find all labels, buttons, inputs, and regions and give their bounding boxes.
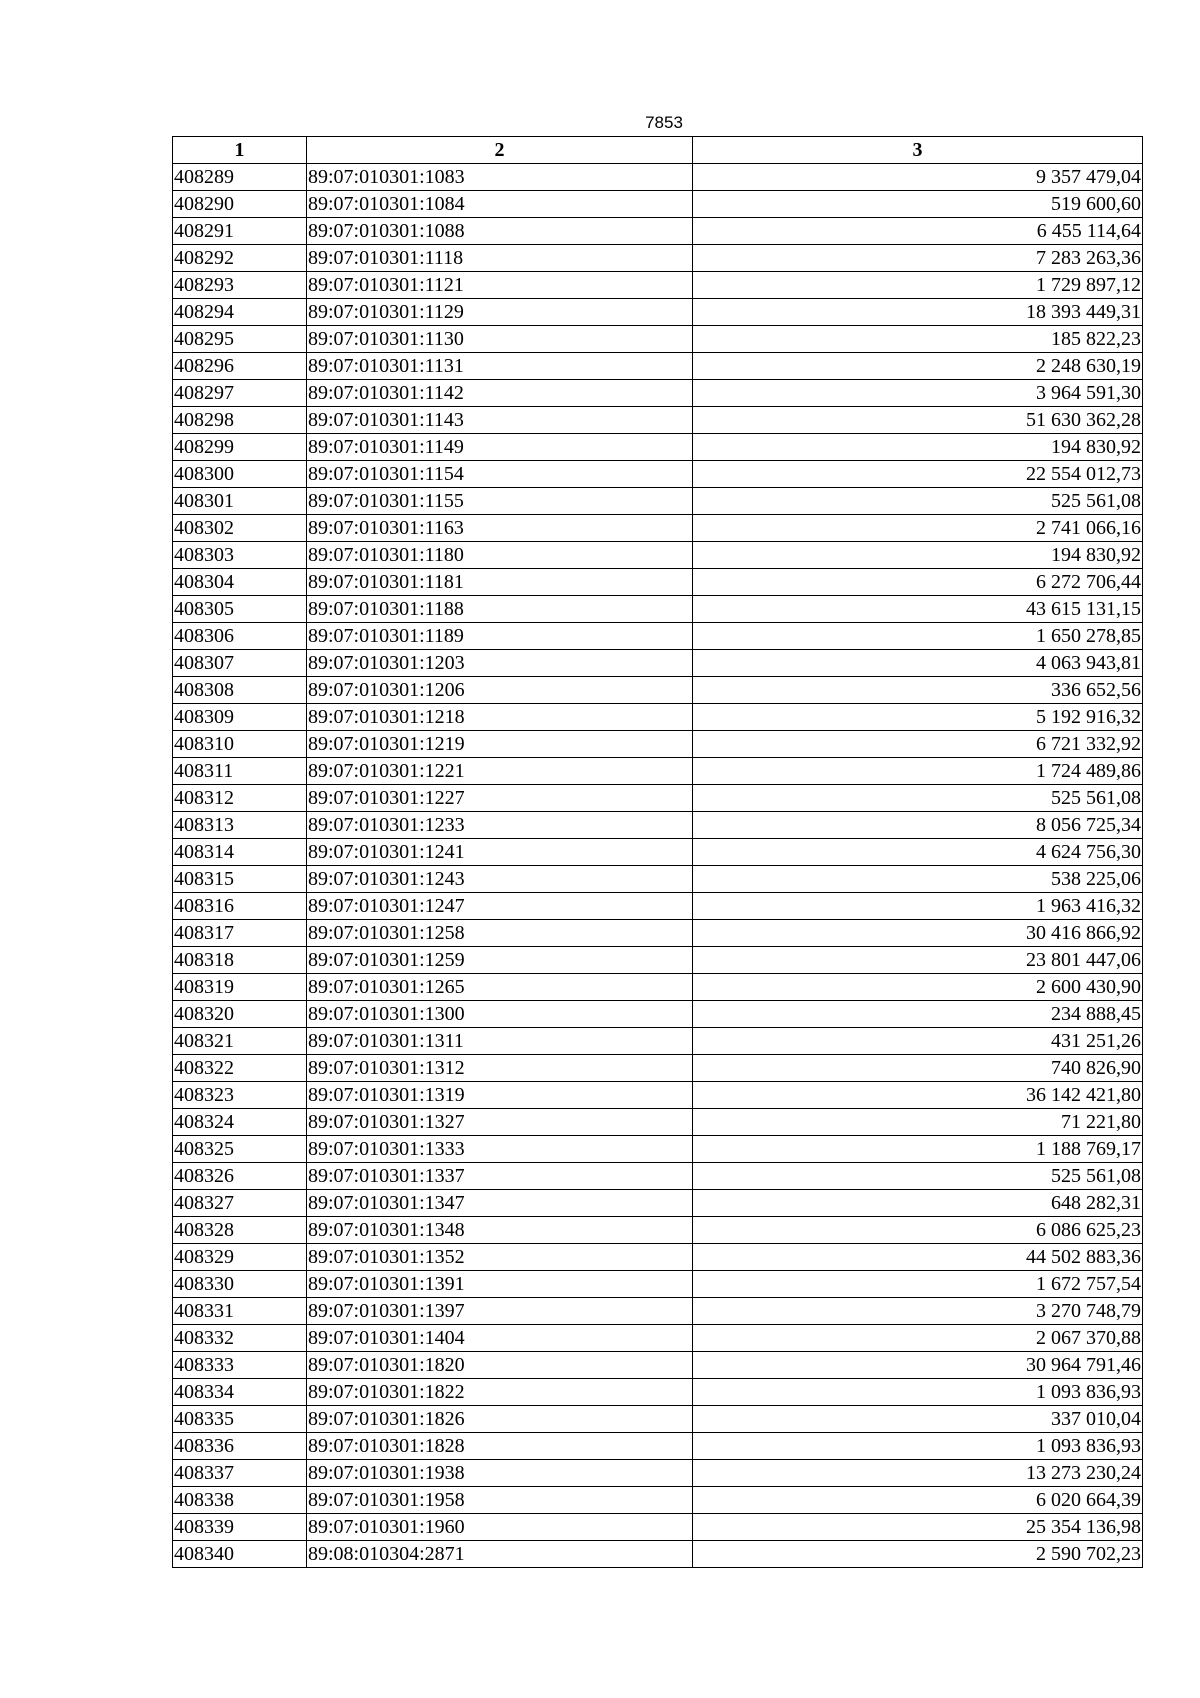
row-number-cell: 408319	[173, 974, 307, 1001]
value-cell: 13 273 230,24	[693, 1460, 1143, 1487]
table-row	[173, 245, 1143, 272]
cadastral-number-cell: 89:07:010301:1259	[307, 947, 693, 974]
row-number-cell: 408312	[173, 785, 307, 812]
header-row	[173, 137, 1143, 164]
value-cell: 30 964 791,46	[693, 1352, 1143, 1379]
table-row	[173, 272, 1143, 299]
row-number-cell: 408310	[173, 731, 307, 758]
value-cell: 6 272 706,44	[693, 569, 1143, 596]
cadastral-number-cell: 89:07:010301:1083	[307, 164, 693, 191]
table-row	[173, 893, 1143, 920]
row-number-cell: 408303	[173, 542, 307, 569]
row-number-cell: 408298	[173, 407, 307, 434]
row-number-cell: 408314	[173, 839, 307, 866]
value-cell: 22 554 012,73	[693, 461, 1143, 488]
value-cell: 36 142 421,80	[693, 1082, 1143, 1109]
table-row	[173, 920, 1143, 947]
value-cell: 30 416 866,92	[693, 920, 1143, 947]
table-row	[173, 1001, 1143, 1028]
cadastral-number-cell: 89:07:010301:1227	[307, 785, 693, 812]
column-header-2: 2	[307, 137, 693, 164]
value-cell: 740 826,90	[693, 1055, 1143, 1082]
row-number-cell: 408309	[173, 704, 307, 731]
row-number-cell: 408330	[173, 1271, 307, 1298]
cadastral-number-cell: 89:07:010301:1312	[307, 1055, 693, 1082]
row-number-cell: 408323	[173, 1082, 307, 1109]
cadastral-number-cell: 89:07:010301:1121	[307, 272, 693, 299]
cadastral-number-cell: 89:07:010301:1319	[307, 1082, 693, 1109]
cadastral-number-cell: 89:07:010301:1337	[307, 1163, 693, 1190]
table-row	[173, 623, 1143, 650]
table-row	[173, 1460, 1143, 1487]
cadastral-number-cell: 89:07:010301:1180	[307, 542, 693, 569]
table-row	[173, 1082, 1143, 1109]
value-cell: 1 093 836,93	[693, 1433, 1143, 1460]
cadastral-number-cell: 89:07:010301:1265	[307, 974, 693, 1001]
cadastral-number-cell: 89:07:010301:1820	[307, 1352, 693, 1379]
cadastral-number-cell: 89:07:010301:1258	[307, 920, 693, 947]
row-number-cell: 408290	[173, 191, 307, 218]
row-number-cell: 408291	[173, 218, 307, 245]
table-row	[173, 299, 1143, 326]
value-cell: 538 225,06	[693, 866, 1143, 893]
table-header	[173, 137, 1143, 164]
cadastral-number-cell: 89:07:010301:1352	[307, 1244, 693, 1271]
row-number-cell: 408339	[173, 1514, 307, 1541]
row-number-cell: 408295	[173, 326, 307, 353]
cadastral-number-cell: 89:07:010301:1221	[307, 758, 693, 785]
cadastral-number-cell: 89:07:010301:1247	[307, 893, 693, 920]
cadastral-number-cell: 89:07:010301:1938	[307, 1460, 693, 1487]
row-number-cell: 408334	[173, 1379, 307, 1406]
cadastral-number-cell: 89:07:010301:1130	[307, 326, 693, 353]
table-body	[173, 164, 1143, 1568]
row-number-cell: 408294	[173, 299, 307, 326]
value-cell: 71 221,80	[693, 1109, 1143, 1136]
row-number-cell: 408326	[173, 1163, 307, 1190]
value-cell: 1 729 897,12	[693, 272, 1143, 299]
cadastral-number-cell: 89:07:010301:1241	[307, 839, 693, 866]
row-number-cell: 408305	[173, 596, 307, 623]
row-number-cell: 408329	[173, 1244, 307, 1271]
value-cell: 525 561,08	[693, 488, 1143, 515]
cadastral-number-cell: 89:07:010301:1084	[307, 191, 693, 218]
table-row	[173, 1379, 1143, 1406]
table-row	[173, 1028, 1143, 1055]
value-cell: 51 630 362,28	[693, 407, 1143, 434]
table-row	[173, 218, 1143, 245]
row-number-cell: 408302	[173, 515, 307, 542]
table-row	[173, 1163, 1143, 1190]
value-cell: 18 393 449,31	[693, 299, 1143, 326]
table-row	[173, 677, 1143, 704]
value-cell: 194 830,92	[693, 542, 1143, 569]
value-cell: 2 600 430,90	[693, 974, 1143, 1001]
value-cell: 6 455 114,64	[693, 218, 1143, 245]
value-cell: 185 822,23	[693, 326, 1143, 353]
row-number-cell: 408301	[173, 488, 307, 515]
cadastral-number-cell: 89:07:010301:1397	[307, 1298, 693, 1325]
table-row	[173, 1487, 1143, 1514]
table-row	[173, 758, 1143, 785]
table-row	[173, 596, 1143, 623]
cadastral-number-cell: 89:07:010301:1155	[307, 488, 693, 515]
row-number-cell: 408296	[173, 353, 307, 380]
value-cell: 525 561,08	[693, 1163, 1143, 1190]
row-number-cell: 408317	[173, 920, 307, 947]
table-row	[173, 434, 1143, 461]
row-number-cell: 408315	[173, 866, 307, 893]
value-cell: 431 251,26	[693, 1028, 1143, 1055]
cadastral-number-cell: 89:07:010301:1243	[307, 866, 693, 893]
table-row	[173, 1352, 1143, 1379]
row-number-cell: 408337	[173, 1460, 307, 1487]
page-number: 7853	[645, 113, 683, 132]
table-row	[173, 1109, 1143, 1136]
value-cell: 7 283 263,36	[693, 245, 1143, 272]
cadastral-number-cell: 89:07:010301:1233	[307, 812, 693, 839]
cadastral-number-cell: 89:07:010301:1826	[307, 1406, 693, 1433]
cadastral-number-cell: 89:07:010301:1206	[307, 677, 693, 704]
column-header-3: 3	[693, 137, 1143, 164]
table-row	[173, 1433, 1143, 1460]
cadastral-number-cell: 89:07:010301:1118	[307, 245, 693, 272]
value-cell: 2 067 370,88	[693, 1325, 1143, 1352]
cadastral-number-cell: 89:07:010301:1311	[307, 1028, 693, 1055]
table-row	[173, 785, 1143, 812]
table-row	[173, 380, 1143, 407]
value-cell: 8 056 725,34	[693, 812, 1143, 839]
row-number-cell: 408333	[173, 1352, 307, 1379]
row-number-cell: 408293	[173, 272, 307, 299]
row-number-cell: 408336	[173, 1433, 307, 1460]
value-cell: 1 724 489,86	[693, 758, 1143, 785]
cadastral-number-cell: 89:07:010301:1404	[307, 1325, 693, 1352]
cadastral-number-cell: 89:07:010301:1142	[307, 380, 693, 407]
value-cell: 1 093 836,93	[693, 1379, 1143, 1406]
row-number-cell: 408292	[173, 245, 307, 272]
cadastral-number-cell: 89:07:010301:1300	[307, 1001, 693, 1028]
cadastral-number-cell: 89:07:010301:1958	[307, 1487, 693, 1514]
value-cell: 5 192 916,32	[693, 704, 1143, 731]
cadastral-number-cell: 89:07:010301:1960	[307, 1514, 693, 1541]
table-row	[173, 812, 1143, 839]
table-row	[173, 515, 1143, 542]
table-row	[173, 1325, 1143, 1352]
value-cell: 4 624 756,30	[693, 839, 1143, 866]
row-number-cell: 408300	[173, 461, 307, 488]
cadastral-number-cell: 89:07:010301:1219	[307, 731, 693, 758]
cadastral-number-cell: 89:07:010301:1181	[307, 569, 693, 596]
value-cell: 4 063 943,81	[693, 650, 1143, 677]
table-row	[173, 461, 1143, 488]
table-row	[173, 1217, 1143, 1244]
table-row	[173, 164, 1143, 191]
table-row	[173, 731, 1143, 758]
row-number-cell: 408328	[173, 1217, 307, 1244]
cadastral-number-cell: 89:07:010301:1348	[307, 1217, 693, 1244]
value-cell: 1 963 416,32	[693, 893, 1143, 920]
value-cell: 3 270 748,79	[693, 1298, 1143, 1325]
cadastral-number-cell: 89:07:010301:1129	[307, 299, 693, 326]
value-cell: 6 086 625,23	[693, 1217, 1143, 1244]
value-cell: 234 888,45	[693, 1001, 1143, 1028]
data-table	[172, 136, 1143, 1568]
value-cell: 519 600,60	[693, 191, 1143, 218]
value-cell: 1 672 757,54	[693, 1271, 1143, 1298]
column-header-1: 1	[173, 137, 307, 164]
row-number-cell: 408304	[173, 569, 307, 596]
value-cell: 336 652,56	[693, 677, 1143, 704]
table-row	[173, 704, 1143, 731]
row-number-cell: 408340	[173, 1541, 307, 1568]
table-row	[173, 1190, 1143, 1217]
cadastral-number-cell: 89:07:010301:1088	[307, 218, 693, 245]
cadastral-number-cell: 89:07:010301:1347	[307, 1190, 693, 1217]
row-number-cell: 408306	[173, 623, 307, 650]
value-cell: 525 561,08	[693, 785, 1143, 812]
cadastral-number-cell: 89:07:010301:1391	[307, 1271, 693, 1298]
value-cell: 2 590 702,23	[693, 1541, 1143, 1568]
row-number-cell: 408307	[173, 650, 307, 677]
cadastral-number-cell: 89:07:010301:1828	[307, 1433, 693, 1460]
table-row	[173, 1271, 1143, 1298]
value-cell: 648 282,31	[693, 1190, 1143, 1217]
table-row	[173, 839, 1143, 866]
table-row	[173, 1244, 1143, 1271]
cadastral-number-cell: 89:07:010301:1163	[307, 515, 693, 542]
value-cell: 44 502 883,36	[693, 1244, 1143, 1271]
table-row	[173, 866, 1143, 893]
table-row	[173, 488, 1143, 515]
value-cell: 25 354 136,98	[693, 1514, 1143, 1541]
cadastral-number-cell: 89:07:010301:1154	[307, 461, 693, 488]
cadastral-number-cell: 89:07:010301:1218	[307, 704, 693, 731]
row-number-cell: 408316	[173, 893, 307, 920]
row-number-cell: 408308	[173, 677, 307, 704]
table-row	[173, 569, 1143, 596]
table-row	[173, 1514, 1143, 1541]
row-number-cell: 408313	[173, 812, 307, 839]
table-row	[173, 1055, 1143, 1082]
value-cell: 1 650 278,85	[693, 623, 1143, 650]
table-row	[173, 947, 1143, 974]
cadastral-number-cell: 89:07:010301:1189	[307, 623, 693, 650]
value-cell: 6 020 664,39	[693, 1487, 1143, 1514]
table-row	[173, 542, 1143, 569]
table-row	[173, 326, 1143, 353]
row-number-cell: 408338	[173, 1487, 307, 1514]
value-cell: 6 721 332,92	[693, 731, 1143, 758]
table-row	[173, 407, 1143, 434]
value-cell: 1 188 769,17	[693, 1136, 1143, 1163]
cadastral-number-cell: 89:07:010301:1333	[307, 1136, 693, 1163]
table-row	[173, 974, 1143, 1001]
value-cell: 9 357 479,04	[693, 164, 1143, 191]
cadastral-number-cell: 89:07:010301:1131	[307, 353, 693, 380]
row-number-cell: 408311	[173, 758, 307, 785]
cadastral-number-cell: 89:07:010301:1203	[307, 650, 693, 677]
cadastral-number-cell: 89:07:010301:1327	[307, 1109, 693, 1136]
row-number-cell: 408320	[173, 1001, 307, 1028]
cadastral-number-cell: 89:07:010301:1149	[307, 434, 693, 461]
value-cell: 2 248 630,19	[693, 353, 1143, 380]
row-number-cell: 408289	[173, 164, 307, 191]
value-cell: 43 615 131,15	[693, 596, 1143, 623]
value-cell: 2 741 066,16	[693, 515, 1143, 542]
table-row	[173, 1541, 1143, 1568]
row-number-cell: 408318	[173, 947, 307, 974]
row-number-cell: 408321	[173, 1028, 307, 1055]
row-number-cell: 408332	[173, 1325, 307, 1352]
cadastral-number-cell: 89:07:010301:1188	[307, 596, 693, 623]
table-row	[173, 1406, 1143, 1433]
row-number-cell: 408327	[173, 1190, 307, 1217]
value-cell: 23 801 447,06	[693, 947, 1143, 974]
cadastral-number-cell: 89:07:010301:1822	[307, 1379, 693, 1406]
row-number-cell: 408325	[173, 1136, 307, 1163]
table-row	[173, 1298, 1143, 1325]
row-number-cell: 408324	[173, 1109, 307, 1136]
row-number-cell: 408335	[173, 1406, 307, 1433]
cadastral-number-cell: 89:08:010304:2871	[307, 1541, 693, 1568]
cadastral-number-cell: 89:07:010301:1143	[307, 407, 693, 434]
row-number-cell: 408322	[173, 1055, 307, 1082]
value-cell: 337 010,04	[693, 1406, 1143, 1433]
value-cell: 194 830,92	[693, 434, 1143, 461]
table-row	[173, 353, 1143, 380]
row-number-cell: 408299	[173, 434, 307, 461]
table-row	[173, 1136, 1143, 1163]
row-number-cell: 408297	[173, 380, 307, 407]
row-number-cell: 408331	[173, 1298, 307, 1325]
table-row	[173, 650, 1143, 677]
table-row	[173, 191, 1143, 218]
value-cell: 3 964 591,30	[693, 380, 1143, 407]
